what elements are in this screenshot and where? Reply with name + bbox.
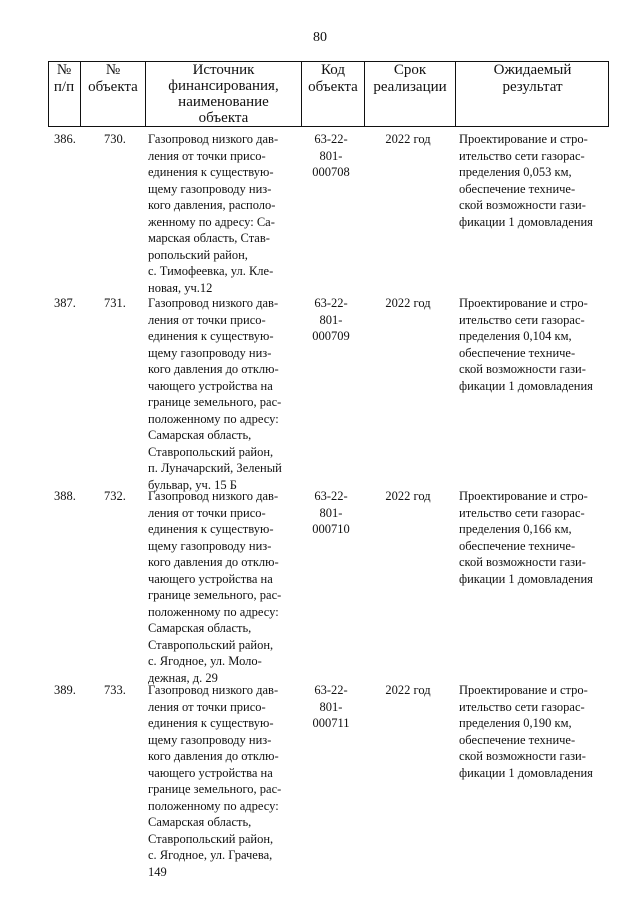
expected-result: Проектирование и стро- ительство сети газорас- пределения 0,166 км, обеспечение техниче- ской возможности гази- фикации 1 домовладения [459, 489, 593, 586]
source-text: Газопровод низкого дав- ления от точки присо- единения к существую- щему газопроводу низ- кого давления до отклю- чающего устройства на границе земельного, рас- положенному по адресу: Самарская область, Ставропольский район, с. Ягодное, ул. Моло- дежная, д. 29 [148, 489, 282, 685]
expected-result: Проектирование и стро- ительство сети газорас- пределения 0,053 км, обеспечение техниче- ской возможности гази- фикации 1 домовладения [459, 132, 593, 229]
term: 2022 год [385, 683, 431, 697]
source-text: Газопровод низкого дав- ления от точки присо- единения к существую- щему газопроводу низ- кого давления до отклю- чающего устройства на границе земельного, рас- положенному по адресу: Самарская область, Ставропольский район, с. Ягодное, ул. Грачева, 149 [148, 683, 282, 879]
row-number: 388. [54, 489, 76, 503]
object-number: 733. [104, 683, 126, 697]
row-number: 389. [54, 683, 76, 697]
object-code: 63-22- 801- 000710 [312, 489, 350, 536]
object-code: 63-22- 801- 000711 [312, 683, 350, 730]
term: 2022 год [385, 489, 431, 503]
header-source: Источник финансирования, наименование объекта [168, 62, 279, 126]
page-number: 80 [313, 30, 327, 45]
header-term: Срок реализации [373, 62, 447, 95]
header-object-number: № объекта [88, 62, 138, 95]
header-row-number: № п/п [53, 62, 75, 95]
row-number: 387. [54, 296, 76, 310]
term: 2022 год [385, 296, 431, 310]
term: 2022 год [385, 132, 431, 146]
object-number: 730. [104, 132, 126, 146]
source-text: Газопровод низкого дав- ления от точки присо- единения к существую- щему газопроводу низ- кого давления до отклю- чающего устройства на границе земельного, рас- положенному по адресу: Самарская область, Ставропольский район, п. Луначарский, Зеленый бульвар, уч. 15 Б [148, 296, 282, 492]
source-text: Газопровод низкого дав- ления от точки присо- единения к существую- щему газопроводу низ- кого давления, располо- женному по адресу: Са- марская область, Став- ропольский район, с. Тимофеевка, ул. Кле- новая, уч.12 [148, 132, 279, 295]
row-number: 386. [54, 132, 76, 146]
object-code: 63-22- 801- 000708 [312, 132, 350, 179]
object-number: 731. [104, 296, 126, 310]
header-code: Код объекта [308, 62, 358, 95]
expected-result: Проектирование и стро- ительство сети газорас- пределения 0,104 км, обеспечение техниче- ской возможности гази- фикации 1 домовладения [459, 296, 593, 393]
expected-result: Проектирование и стро- ительство сети газорас- пределения 0,190 км, обеспечение техниче- ской возможности гази- фикации 1 домовладения [459, 683, 593, 780]
object-number: 732. [104, 489, 126, 503]
header-result: Ожидаемый результат [493, 62, 572, 95]
object-code: 63-22- 801- 000709 [312, 296, 350, 343]
